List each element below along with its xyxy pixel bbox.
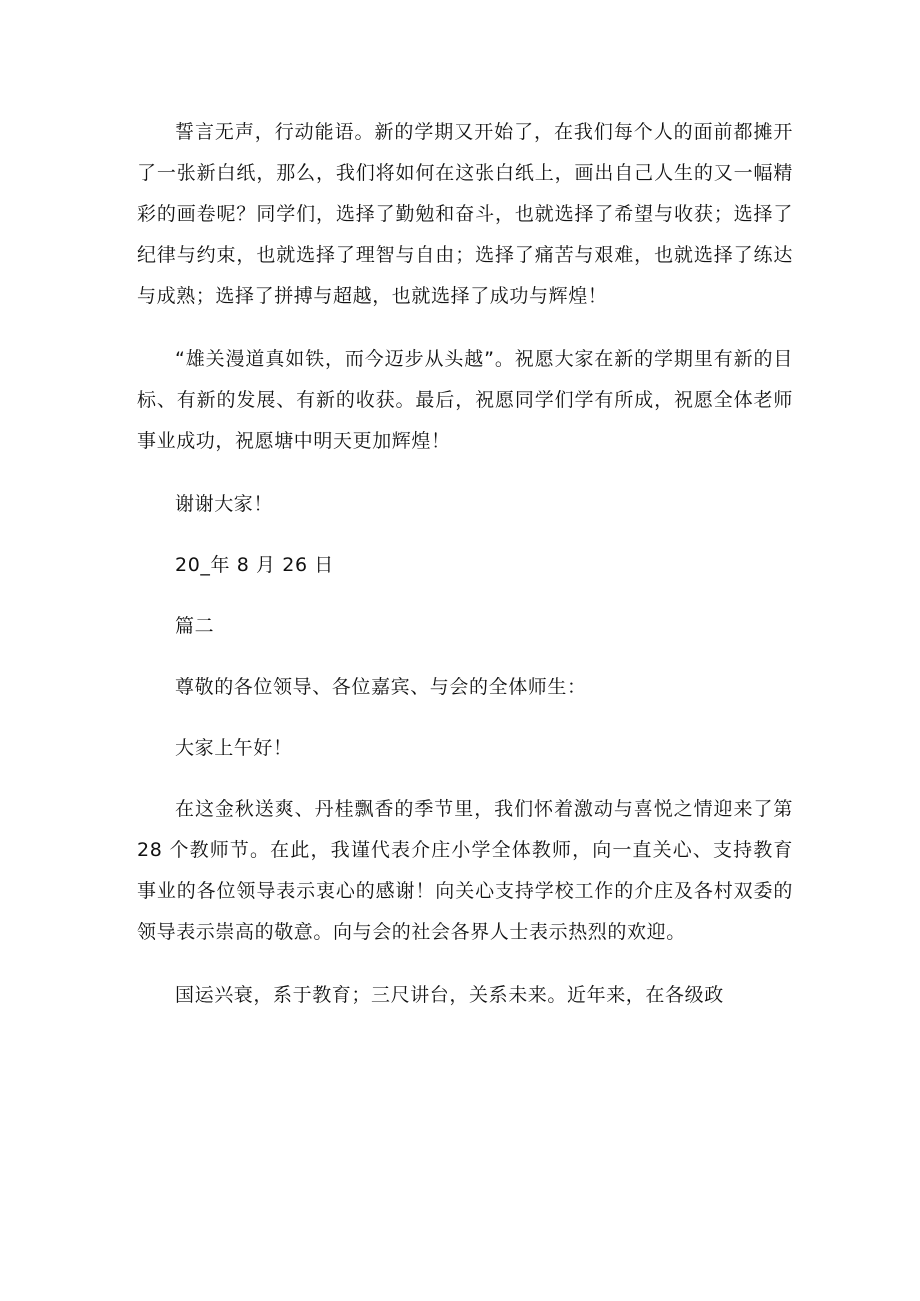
document-body	[137, 112, 793, 1038]
paragraph-teachers-day: 在这金秋送爽、丹桂飘香的季节里，我们怀着激动与喜悦之情迎来了第 28 个教师节。在此，我谨代表介庄小学全体教师，向一直关心、支持教育事业的各位领导表示衷心的感谢！向关心支持学校工作的介庄及各村双委的领导表示崇高的敬意。向与会的社会各界人士表示热烈的欢迎。	[137, 798, 793, 943]
section-heading-part-two: 篇二	[175, 615, 215, 637]
paragraph-thanks: 谢谢大家！	[175, 493, 274, 515]
paragraph-greeting: 大家上午好！	[175, 737, 293, 759]
paragraph-education: 国运兴衰，系于教育；三尺讲台，关系未来。近年来，在各级政	[175, 984, 724, 1006]
paragraph-salutation: 尊敬的各位领导、各位嘉宾、与会的全体师生：	[175, 676, 587, 698]
paragraph-wishes: “雄关漫道真如铁，而今迈步从头越”。祝愿大家在新的学期里有新的目标、有新的发展、有新的收获。最后，祝愿同学们学有所成，祝愿全体老师事业成功，祝愿塘中明天更加辉煌！	[137, 348, 793, 452]
paragraph-speech-closing: 誓言无声，行动能语。新的学期又开始了，在我们每个人的面前都摊开了一张新白纸，那么，我们将如何在这张白纸上，画出自己人生的又一幅精彩的画卷呢？同学们，选择了勤勉和奋斗，也就选择了希望与收获；选择了纪律与约束，也就选择了理智与自由；选择了痛苦与艰难，也就选择了练达与成熟；选择了拼搏与超越，也就选择了成功与辉煌！	[137, 121, 793, 307]
paragraph-date: 20_年 8 月 26 日	[175, 554, 334, 576]
